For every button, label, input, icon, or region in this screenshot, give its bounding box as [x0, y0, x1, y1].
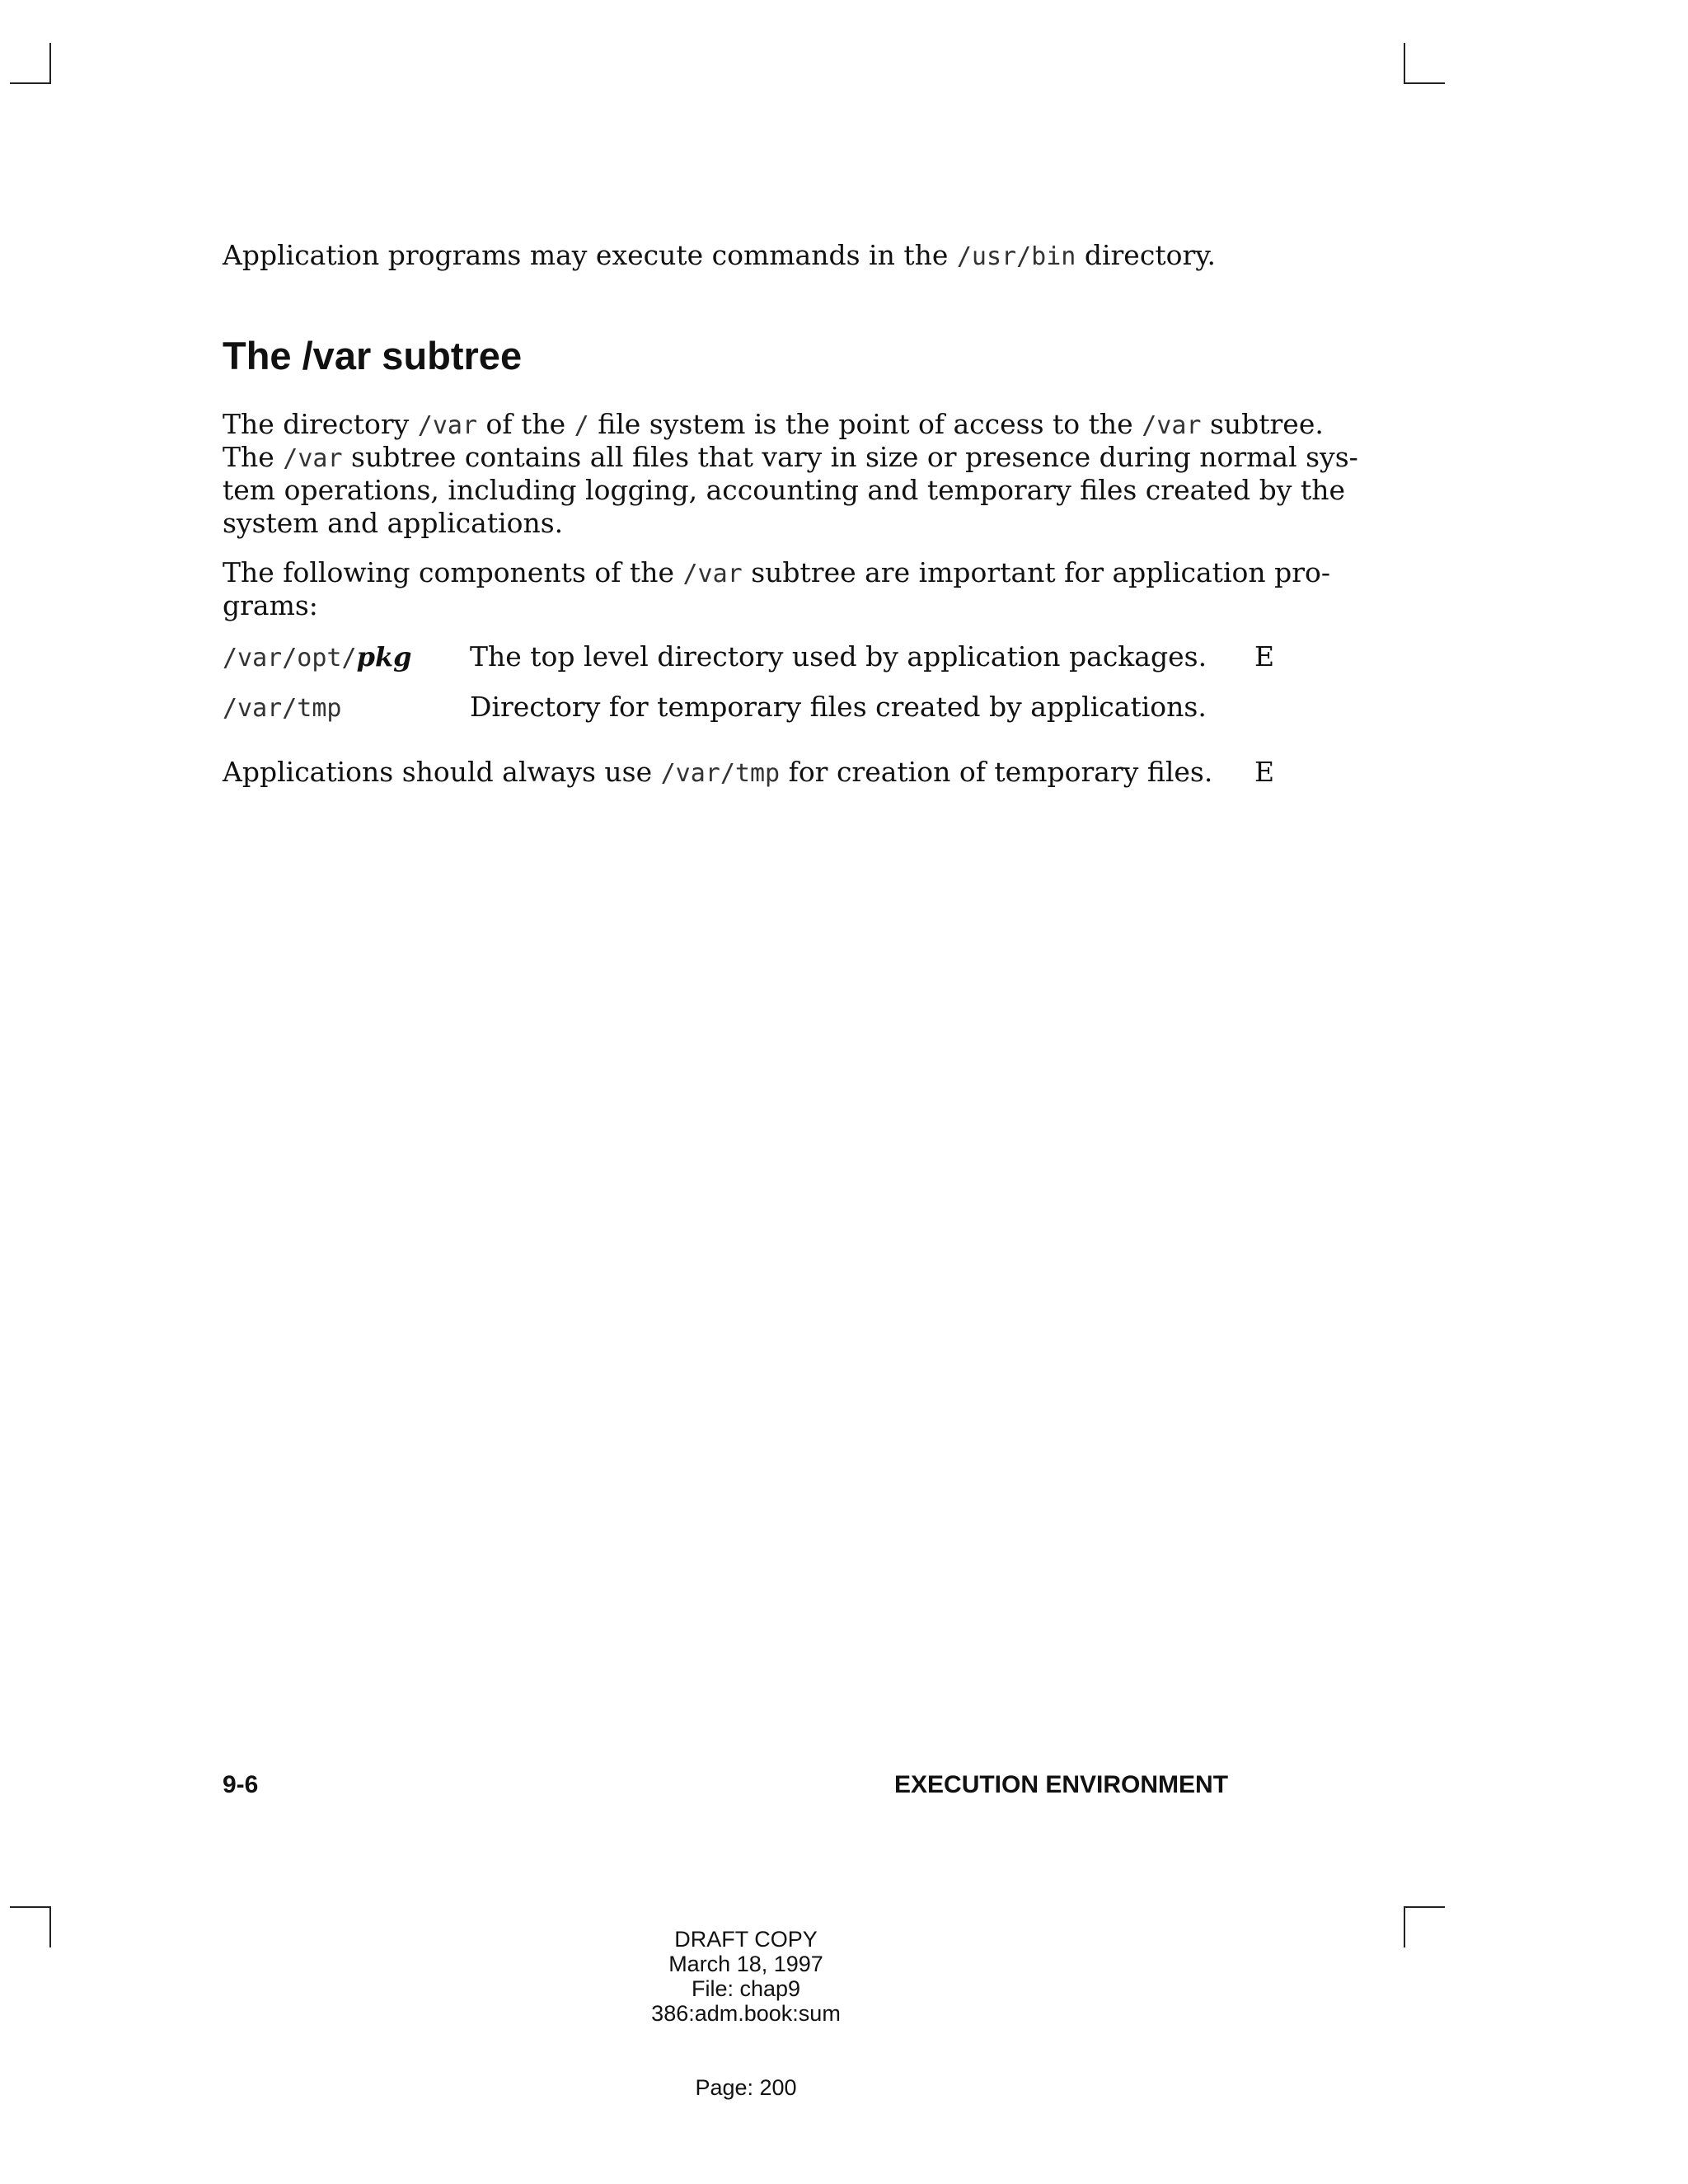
- paragraph-1-line-4: system and applications.: [223, 507, 564, 539]
- crop-mark-top-left: [10, 43, 51, 84]
- definition-description: The top level directory used by application packages.: [470, 640, 1207, 673]
- paragraph-1-line-3: tem operations, including logging, accounting and temporary files created by the: [223, 474, 1345, 506]
- paragraph-2-line-1: The following components of the /var subtree are important for application pro-: [223, 556, 1331, 588]
- draft-date: March 18, 1997: [668, 1952, 823, 1976]
- section-heading: The /var subtree: [223, 334, 523, 377]
- margin-marker: E: [1254, 756, 1275, 788]
- definition-term: /var/opt/pkg: [223, 641, 412, 673]
- paragraph-1-line-1: The directory /var of the / file system is the point of access to the /var subtree.: [223, 408, 1324, 440]
- margin-marker: E: [1254, 640, 1275, 673]
- crop-mark-top-right: [1404, 43, 1445, 84]
- intro-text: Application programs may execute commands in the: [223, 239, 957, 271]
- draft-file: File: chap9: [691, 1976, 801, 2001]
- draft-label: DRAFT COPY: [674, 1927, 818, 1952]
- closing-paragraph: Applications should always use /var/tmp for creation of temporary files.: [223, 756, 1213, 788]
- definition-description: Directory for temporary files created by applications.: [470, 691, 1207, 723]
- definition-term: /var/tmp: [223, 694, 342, 723]
- intro-text-end: directory.: [1076, 239, 1216, 271]
- draft-page: Page: 200: [695, 2075, 797, 2100]
- intro-paragraph: [223, 239, 1216, 274]
- page-number: 9-6: [223, 1771, 259, 1798]
- paragraph-2-line-2: grams:: [223, 589, 318, 621]
- draft-book: 386:adm.book:sum: [651, 2001, 841, 2026]
- crop-mark-bottom-right: [1404, 1906, 1445, 1947]
- crop-mark-bottom-left: [10, 1906, 51, 1947]
- chapter-title: EXECUTION ENVIRONMENT: [894, 1771, 1229, 1798]
- usr-bin-code: /usr/bin: [956, 242, 1076, 271]
- paragraph-1-line-2: The /var subtree contains all files that vary in size or presence during normal sys-: [223, 441, 1358, 473]
